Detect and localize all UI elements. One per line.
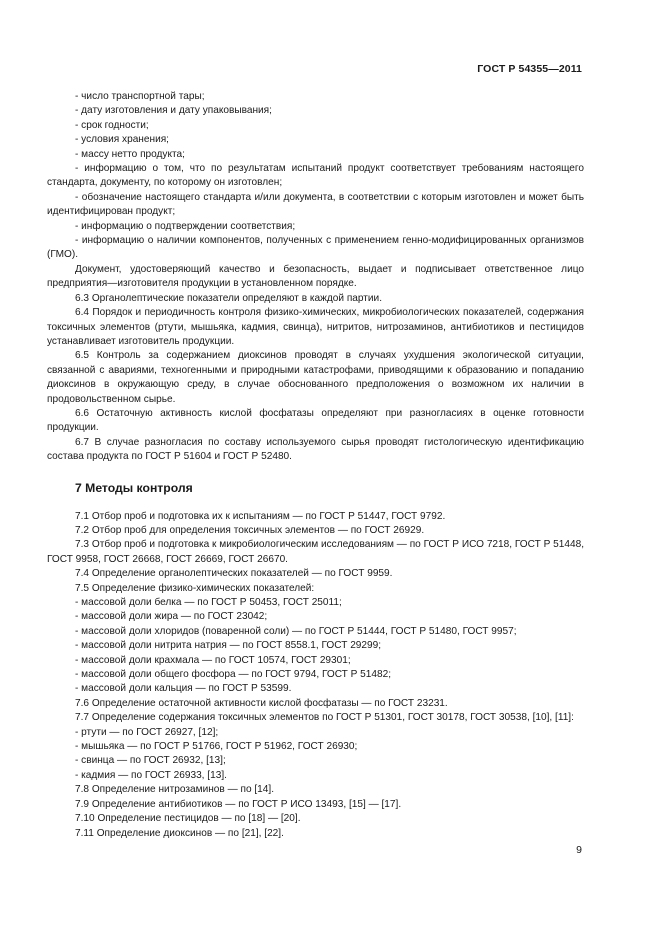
list-item: - массовой доли крахмала — по ГОСТ 10574, ГОСТ 29301; <box>75 654 351 666</box>
clause-6-6: 6.6 Остаточную активность кислой фосфатазы определяют при разногласиях в оценке готовности продукции. <box>47 407 584 434</box>
section-6-paragraphs <box>47 263 584 465</box>
list-item: - массовой доли нитрита натрия — по ГОСТ 8558.1, ГОСТ 29299; <box>75 640 382 652</box>
clause-6-7: 6.7 В случае разногласия по составу используемого сырья проводят гистологическую идентификацию состава продукта по ГОСТ Р 51604 и ГОСТ Р 52480. <box>47 436 584 463</box>
list-item: - массовой доли общего фосфора — по ГОСТ 9794, ГОСТ Р 51482; <box>75 669 392 681</box>
clause-6-3: 6.3 Органолептические показатели определяют в каждой партии. <box>75 292 382 304</box>
list-item: - массовой доли жира — по ГОСТ 23042; <box>75 611 268 623</box>
list-item: - массовой доли хлоридов (поваренной соли) — по ГОСТ Р 51444, ГОСТ Р 51480, ГОСТ 9957; <box>75 625 517 637</box>
list-item: - массу нетто продукта; <box>75 148 185 160</box>
clause-7-1: 7.1 Отбор проб и подготовка их к испытаниям — по ГОСТ Р 51447, ГОСТ 9792. <box>75 510 446 522</box>
list-item: - свинца — по ГОСТ 26932, [13]; <box>75 755 226 767</box>
clause-6-4: 6.4 Порядок и периодичность контроля физико-химических, микробиологических показателей, содержания токсичных элементов (ртути, мышьяка, кадмия, свинца), нитритов, нитрозаминов, антибиотиков и пестицидов устанавливает изготовитель продукции. <box>47 307 584 347</box>
page-body <box>47 90 584 841</box>
list-item: - информацию о наличии компонентов, полученных с применением генно-модифицированных организмов (ГМО). <box>47 235 584 261</box>
section-7-heading: 7 Методы контроля <box>75 480 193 495</box>
document-code-header: ГОСТ Р 54355—2011 <box>477 63 582 75</box>
clause-7-9: 7.9 Определение антибиотиков — по ГОСТ Р ИСО 13493, [15] — [17]. <box>75 798 402 810</box>
list-item: - ртути — по ГОСТ 26927, [12]; <box>75 726 219 738</box>
list-item: - дату изготовления и дату упаковывания; <box>75 105 272 117</box>
clause-7-11: 7.11 Определение диоксинов — по [21], [22]. <box>75 827 284 839</box>
list-item: - информацию о том, что по результатам испытаний продукт соответствует требованиям настоящего стандарта, документу, по которому он изготовлен; <box>47 163 584 189</box>
clause-7-8: 7.8 Определение нитрозаминов — по [14]. <box>75 784 275 796</box>
clause-7-10: 7.10 Определение пестицидов — по [18] — [20]. <box>75 813 301 825</box>
page-number: 9 <box>576 844 582 856</box>
list-item: - число транспортной тары; <box>75 91 205 102</box>
list-item: - массовой доли кальция — по ГОСТ Р 53599. <box>75 683 292 695</box>
paragraph-document-quality: Документ, удостоверяющий качество и безопасность, выдает и подписывает ответственное лицо предприятия—изготовителя продукции в установленном порядке. <box>47 263 584 290</box>
clause-7-4: 7.4 Определение органолептических показателей — по ГОСТ 9959. <box>75 568 393 580</box>
list-item: - срок годности; <box>75 119 149 131</box>
list-item: - информацию о подтверждении соответствия; <box>75 220 296 232</box>
list-item: - кадмия — по ГОСТ 26933, [13]. <box>75 769 227 781</box>
list-item: - мышьяка — по ГОСТ Р 51766, ГОСТ Р 51962, ГОСТ 26930; <box>75 741 358 753</box>
marking-list <box>47 90 584 263</box>
clause-7-5: 7.5 Определение физико-химических показателей: <box>75 582 315 594</box>
section-7-clauses <box>47 510 584 841</box>
list-item: - условия хранения; <box>75 134 169 146</box>
clause-7-3: 7.3 Отбор проб и подготовка к микробиологическим исследованиям — по ГОСТ Р ИСО 7218, ГОСТ Р 51448, ГОСТ 9958, ГОСТ 26668, ГОСТ 26669, ГОСТ 26670. <box>47 539 584 565</box>
clause-7-7: 7.7 Определение содержания токсичных элементов по ГОСТ Р 51301, ГОСТ 30178, ГОСТ 30538, [10], [11]: <box>75 712 574 724</box>
clause-7-6: 7.6 Определение остаточной активности кислой фосфатазы — по ГОСТ 23231. <box>75 697 448 709</box>
list-item: - массовой доли белка — по ГОСТ Р 50453, ГОСТ 25011; <box>75 597 342 608</box>
clause-6-5: 6.5 Контроль за содержанием диоксинов проводят в случаях ухудшения экологической ситуации, связанной с авариями, техногенными и природными катастрофами, приводящими к образованию и попаданию диоксинов в окружающую среду, в случае обоснованного предположения о возможном их наличии в продовольственном сырье. <box>47 350 584 405</box>
clause-7-2: 7.2 Отбор проб для определения токсичных элементов — по ГОСТ 26929. <box>75 524 425 536</box>
list-item: - обозначение настоящего стандарта и/или документа, в соответствии с которым изготовлен и может быть идентифицирован продукт; <box>47 191 584 218</box>
